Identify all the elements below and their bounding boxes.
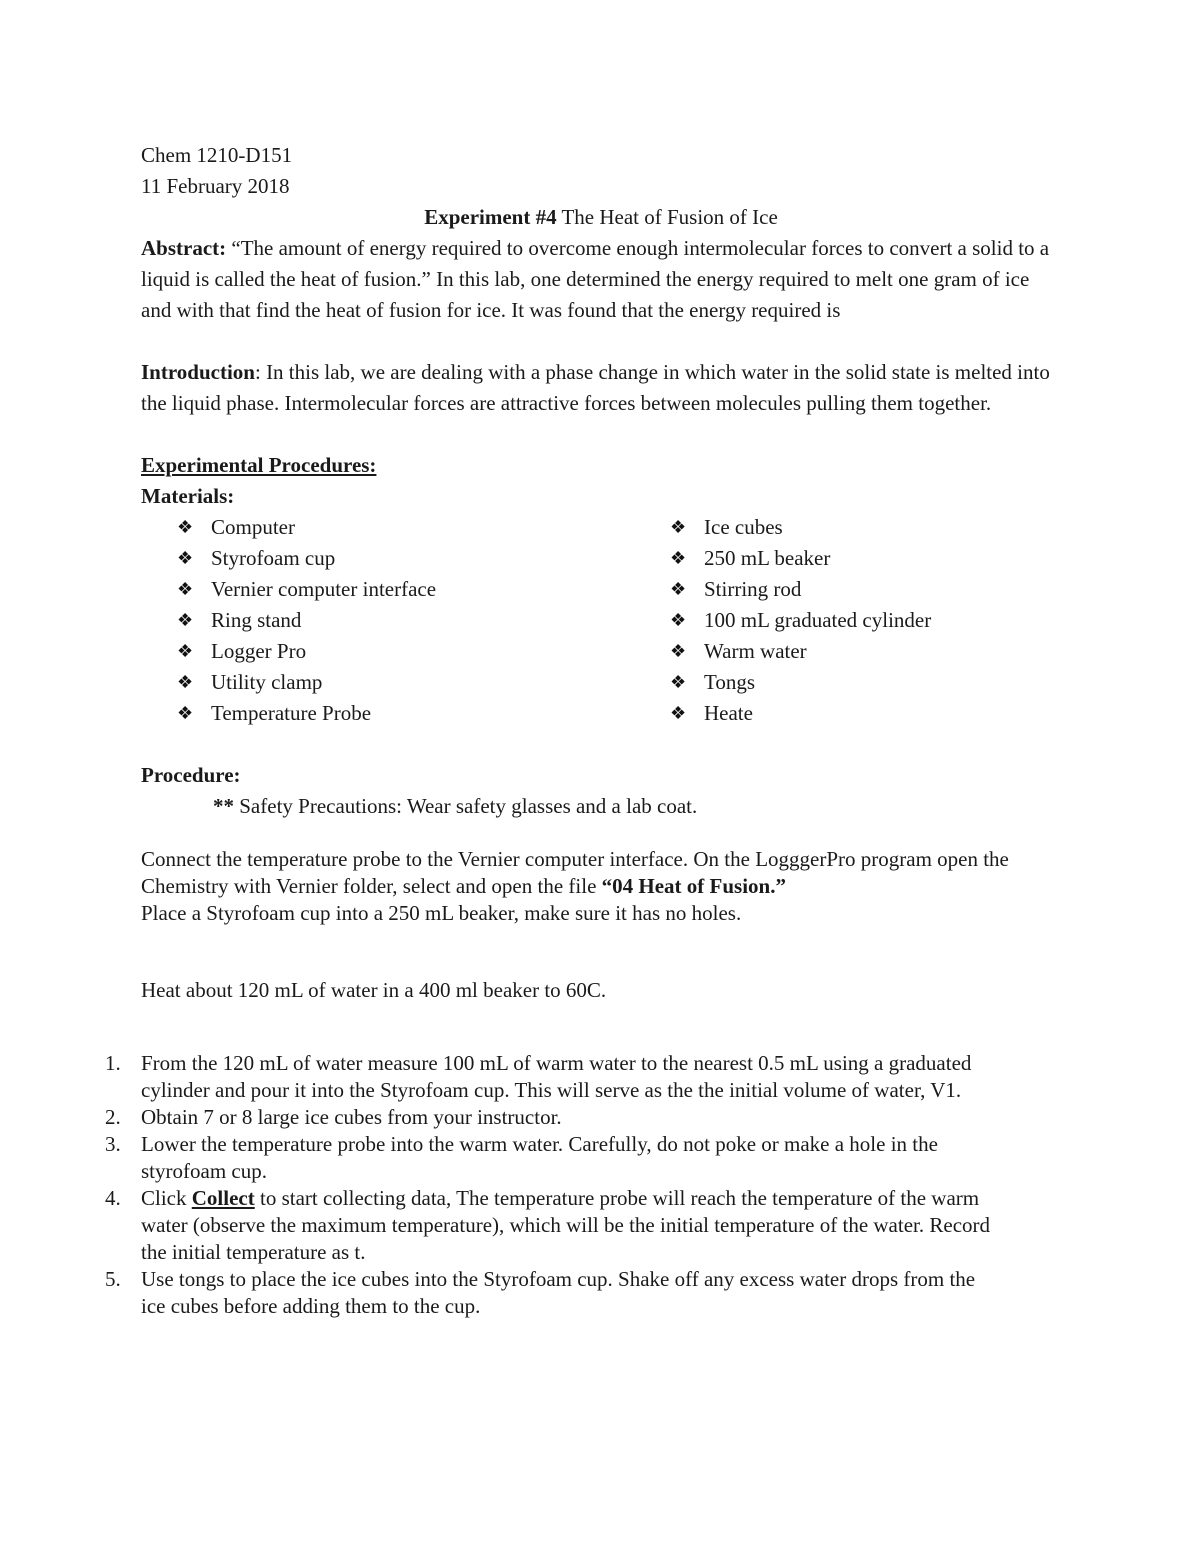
- document-body: [105, 140, 1061, 1320]
- safety-marker: **: [213, 794, 234, 818]
- abstract-paragraph: [141, 233, 1061, 326]
- list-item: [71, 1185, 1061, 1266]
- list-item: [71, 1131, 1061, 1185]
- material-item: ❖ Utility clamp: [177, 667, 634, 698]
- procedure-steps: [105, 1050, 1061, 1320]
- diamond-bullet-icon: ❖: [177, 703, 194, 723]
- materials-list: [141, 512, 1061, 729]
- diamond-bullet-icon: ❖: [177, 517, 194, 537]
- diamond-bullet-icon: ❖: [670, 517, 687, 537]
- step-text: From the 120 mL of water measure 100 mL of warm water to the nearest 0.5 mL using a graduated cylinder and pour it into the Styrofoam cup. This will serve as the the initial volume of water, V1.: [141, 1051, 972, 1102]
- list-item: [71, 1266, 1061, 1320]
- diamond-bullet-icon: ❖: [177, 579, 194, 599]
- step-number: 5.: [105, 1267, 121, 1291]
- heat-water-line: Heat about 120 mL of water in a 400 ml beaker to 60C.: [141, 978, 607, 1002]
- material-item: ❖ Ring stand: [177, 605, 634, 636]
- diamond-bullet-icon: ❖: [177, 548, 194, 568]
- diamond-bullet-icon: ❖: [177, 610, 194, 630]
- material-item: ❖ Stirring rod: [670, 574, 1054, 605]
- material-item: ❖ Logger Pro: [177, 636, 634, 667]
- connect-text: Connect the temperature probe to the Vernier computer interface. On the LogggerPro program open the Chemistry with Vernier folder, select and open the file: [141, 847, 1009, 898]
- materials-left-column: [141, 512, 634, 729]
- abstract-label: Abstract:: [141, 236, 227, 260]
- material-item: ❖ Tongs: [670, 667, 1054, 698]
- title-rest: The Heat of Fusion of Ice: [556, 205, 778, 229]
- material-item: ❖ Heate: [670, 698, 1054, 729]
- step-number: 3.: [105, 1132, 121, 1156]
- safety-line: [141, 791, 1061, 822]
- material-item: ❖ Styrofoam cup: [177, 543, 634, 574]
- title-bold: Experiment #4: [424, 205, 557, 229]
- material-item: ❖ 100 mL graduated cylinder: [670, 605, 1054, 636]
- diamond-bullet-icon: ❖: [670, 672, 687, 692]
- abstract-text: “The amount of energy required to overcome enough intermolecular forces to convert a solid to a liquid is called the heat of fusion.” In this lab, one determined the energy required to melt one gram of ice and with that find the heat of fusion for ice. It was found that the energy required is: [141, 236, 1050, 322]
- material-item: ❖ Vernier computer interface: [177, 574, 634, 605]
- date-line: 11 February 2018: [141, 174, 290, 198]
- list-item: [71, 1104, 1061, 1131]
- place-cup-line: Place a Styrofoam cup into a 250 mL beaker, make sure it has no holes.: [141, 901, 742, 925]
- procedure-label: Procedure:: [141, 763, 241, 787]
- material-item: ❖ Ice cubes: [670, 512, 1054, 543]
- procedures-heading: Experimental Procedures:: [141, 453, 377, 477]
- material-item: ❖ Temperature Probe: [177, 698, 634, 729]
- step-text: Use tongs to place the ice cubes into the Styrofoam cup. Shake off any excess water drops from the ice cubes before adding them to the cup.: [141, 1267, 976, 1318]
- material-item: ❖ 250 mL beaker: [670, 543, 1054, 574]
- diamond-bullet-icon: ❖: [670, 610, 687, 630]
- step-number: 4.: [105, 1186, 121, 1210]
- file-name: “04 Heat of Fusion.”: [601, 874, 786, 898]
- introduction-paragraph: [141, 357, 1061, 419]
- step-number: 2.: [105, 1105, 121, 1129]
- materials-label: Materials:: [141, 484, 235, 508]
- diamond-bullet-icon: ❖: [177, 641, 194, 661]
- material-item: ❖ Computer: [177, 512, 634, 543]
- diamond-bullet-icon: ❖: [670, 579, 687, 599]
- diamond-bullet-icon: ❖: [670, 548, 687, 568]
- document-title: [141, 202, 1061, 233]
- introduction-label: Introduction: [141, 360, 255, 384]
- step-text: Obtain 7 or 8 large ice cubes from your instructor.: [141, 1105, 562, 1129]
- diamond-bullet-icon: ❖: [670, 641, 687, 661]
- materials-right-column: [634, 512, 1054, 729]
- diamond-bullet-icon: ❖: [177, 672, 194, 692]
- step-text: Click Collect to start collecting data, The temperature probe will reach the temperature of the warm water (observe the maximum temperature), which will be the initial temperature of the water. Record the initial temperature as t.: [141, 1186, 991, 1264]
- material-item: ❖ Warm water: [670, 636, 1054, 667]
- diamond-bullet-icon: ❖: [670, 703, 687, 723]
- collect-keyword: Collect: [191, 1186, 255, 1210]
- connect-paragraph: [141, 846, 1061, 900]
- step-number: 1.: [105, 1051, 121, 1075]
- safety-text: Safety Precautions: Wear safety glasses and a lab coat.: [234, 794, 698, 818]
- introduction-text: : In this lab, we are dealing with a phase change in which water in the solid state is melted into the liquid phase. Intermolecular forces are attractive forces between molecules pulling them together.: [141, 360, 1050, 415]
- list-item: [71, 1050, 1061, 1104]
- step-text: Lower the temperature probe into the warm water. Carefully, do not poke or make a hole in the styrofoam cup.: [141, 1132, 938, 1183]
- course-line: Chem 1210-D151: [141, 143, 293, 167]
